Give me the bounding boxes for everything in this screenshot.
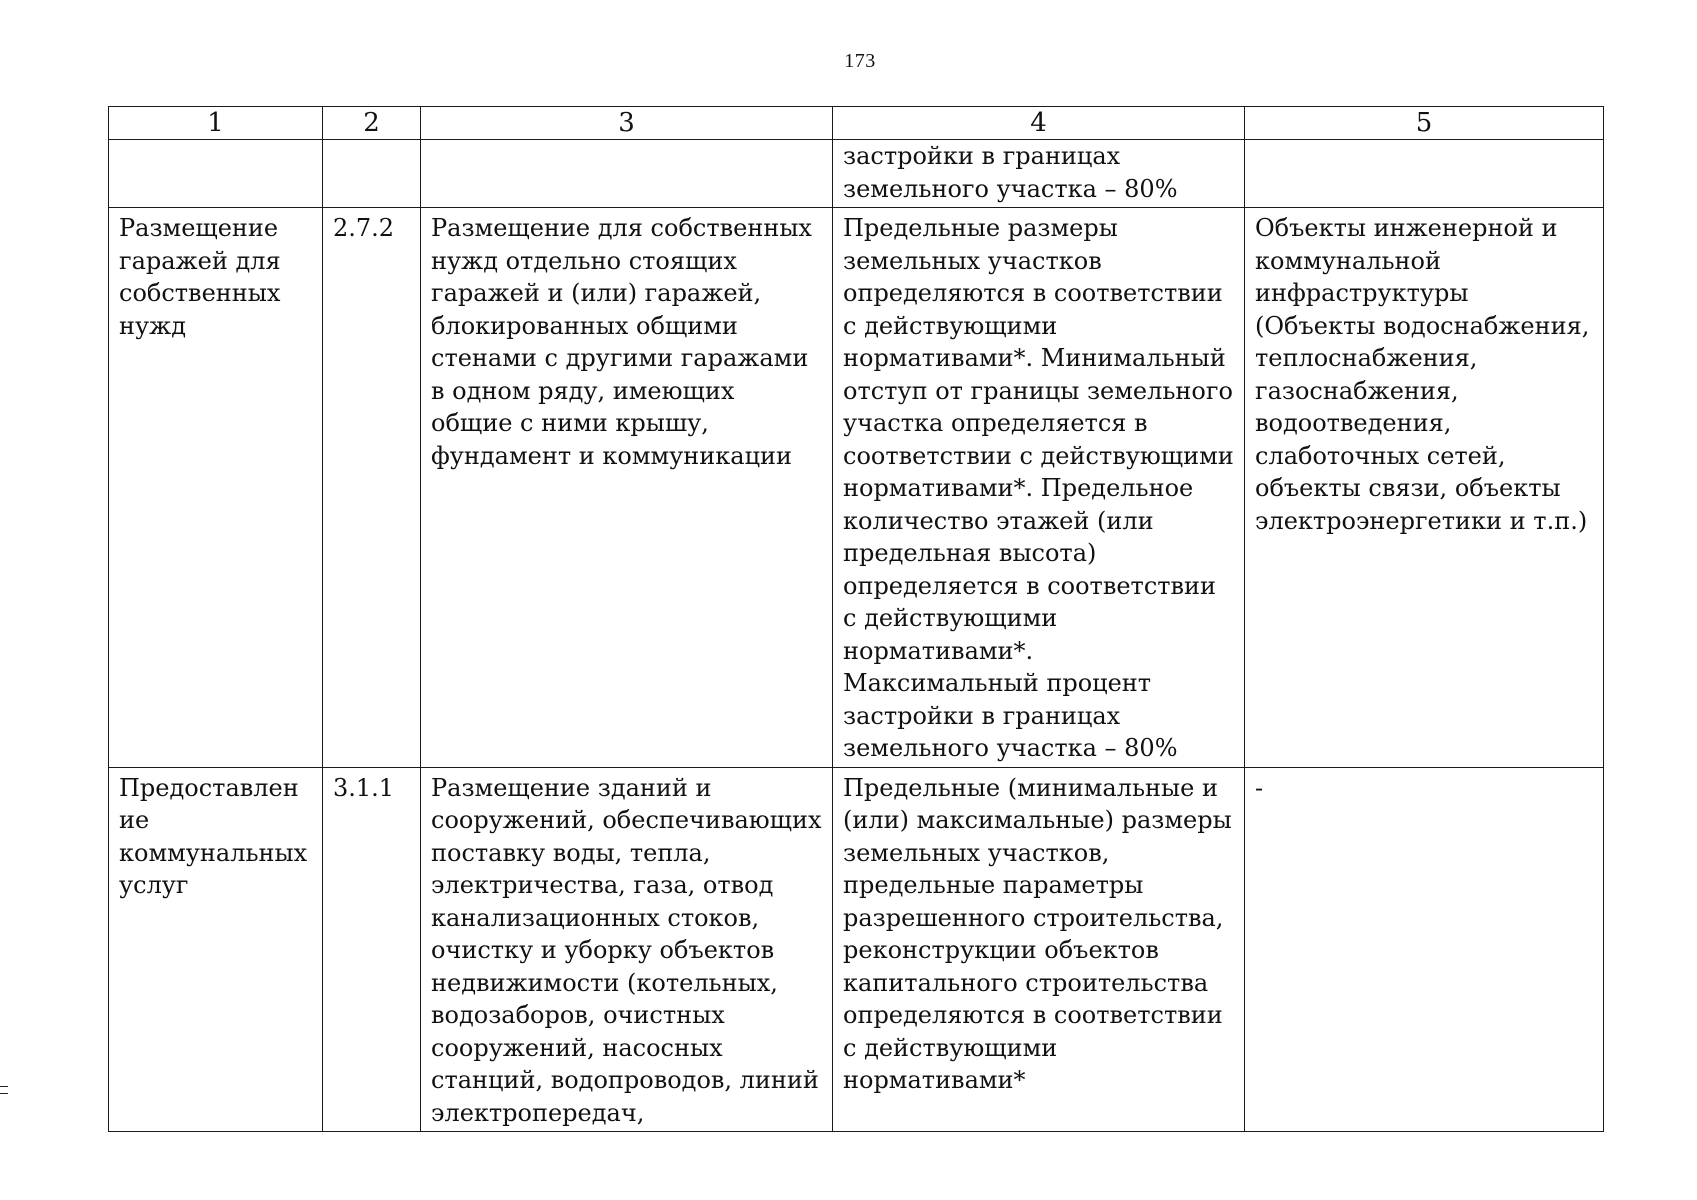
parameters-cell: застройки в границах земельного участка – 80% — [833, 140, 1245, 208]
column-header-5: 5 — [1245, 107, 1604, 140]
use-code-cell: 3.1.1 — [323, 767, 421, 1132]
table-row-garages — [109, 208, 1604, 768]
page-number: 173 — [844, 50, 876, 72]
use-description-cell: Размещение зданий и сооружений, обеспечивающих поставку воды, тепла, электричества, газа, отвод канализационных стоков, очистку и уборку объектов недвижимости (котельных, водозаборов, очистных сооружений, насосных станций, водопроводов, линий электропередач, — [421, 767, 833, 1132]
use-name-cell — [109, 140, 323, 208]
use-description-cell: Размещение для собственных нужд отдельно стоящих гаражей и (или) гаражей, блокированных общими стенами с другими гаражами в одном ряду, имеющих общие с ними крышу, фундамент и коммуникации — [421, 208, 833, 768]
use-name-cell: Размещение гаражей для собственных нужд — [109, 208, 323, 768]
scan-edge-mark — [0, 1086, 8, 1094]
table-row-continuation — [109, 140, 1604, 208]
column-header-4: 4 — [833, 107, 1245, 140]
column-header-2: 2 — [323, 107, 421, 140]
parameters-cell: Предельные размеры земельных участков определяются в соответствии с действующими нормативами*. Минимальный отступ от границы земельного участка определяется в соответствии с действующими нормативами*. Предельное количество этажей (или предельная высота) определяется в соответствии с действующими нормативами*. Максимальный процент застройки в границах земельного участка – 80% — [833, 208, 1245, 768]
use-name-cell: Предоставление коммунальных услуг — [109, 767, 323, 1132]
regulations-table — [108, 106, 1604, 1132]
use-description-cell — [421, 140, 833, 208]
column-header-3: 3 — [421, 107, 833, 140]
use-code-cell — [323, 140, 421, 208]
objects-cell: Объекты инженерной и коммунальной инфраструктуры (Объекты водоснабжения, теплоснабжения, газоснабжения, водоотведения, слаботочных сетей, объекты связи, объекты электроэнергетики и т.п.) — [1245, 208, 1604, 768]
objects-cell — [1245, 140, 1604, 208]
parameters-cell: Предельные (минимальные и (или) максимальные) размеры земельных участков, предельные параметры разрешенного строительства, реконструкции объектов капитального строительства определяются в соответствии с действующими нормативами* — [833, 767, 1245, 1132]
use-code-cell: 2.7.2 — [323, 208, 421, 768]
objects-cell: - — [1245, 767, 1604, 1132]
table-header-row — [109, 107, 1604, 140]
table-row-utilities — [109, 767, 1604, 1132]
column-header-1: 1 — [109, 107, 323, 140]
